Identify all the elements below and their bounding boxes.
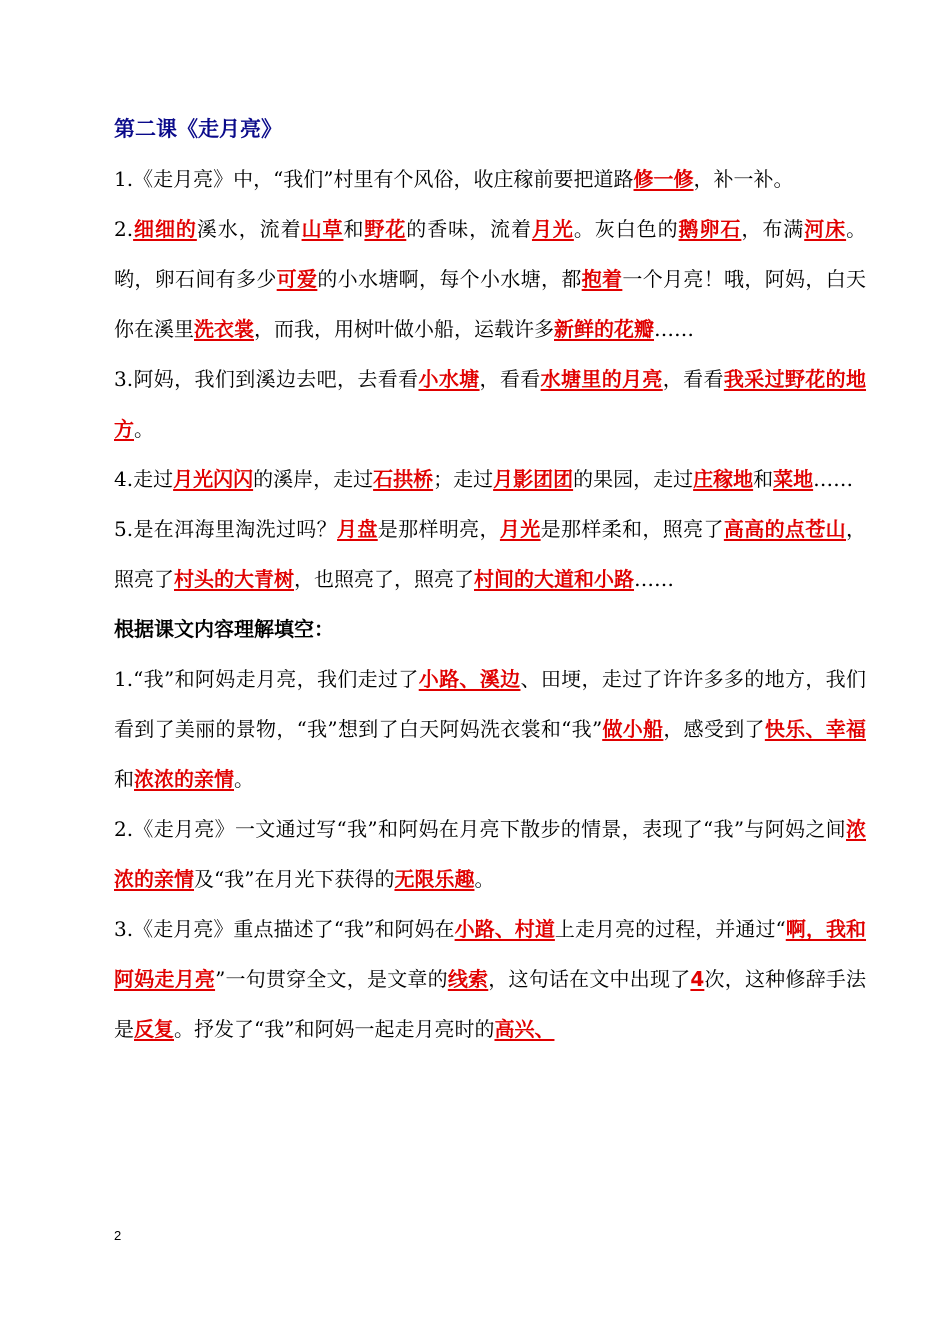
body-text: 是那样明亮， bbox=[377, 517, 500, 541]
body-text: 和 bbox=[114, 767, 134, 791]
answer-text: 无限乐趣 bbox=[394, 867, 475, 891]
body-text: 3.《走月亮》重点描述了“我”和阿妈在 bbox=[114, 917, 455, 941]
answer-text: 4 bbox=[690, 967, 705, 991]
body-text: ，看看 bbox=[479, 367, 541, 391]
fill-in-exercises bbox=[114, 654, 866, 1054]
body-text: 3.阿妈，我们到溪边去吧，去看看 bbox=[114, 367, 419, 391]
body-text: ，布满 bbox=[741, 217, 805, 241]
body-text: 和 bbox=[753, 467, 774, 491]
answer-text: 月盘 bbox=[337, 517, 378, 541]
answer-text: 做小船 bbox=[602, 717, 664, 741]
answer-text: 高兴、 bbox=[494, 1017, 555, 1041]
answer-text: 村间的大道和小路 bbox=[474, 567, 634, 591]
body-text: 及“我”在月光下获得的 bbox=[194, 867, 395, 891]
answer-text: 细细的 bbox=[133, 217, 197, 241]
body-text: 一个月亮！哦，阿妈，白天你在溪里 bbox=[114, 267, 867, 341]
body-text: …… bbox=[813, 467, 854, 491]
body-text: 1.《走月亮》中，“我们”村里有个风俗，收庄稼前要把道路 bbox=[114, 167, 634, 191]
excerpt-paragraph bbox=[114, 204, 866, 354]
answer-text: 月光 bbox=[499, 517, 541, 541]
answer-text: 反复 bbox=[134, 1017, 174, 1041]
answer-text: 水塘里的月亮 bbox=[540, 367, 663, 391]
body-text: 2. bbox=[114, 217, 134, 241]
answer-text: 村头的大青树 bbox=[174, 567, 294, 591]
answer-text: 可爱 bbox=[276, 267, 318, 291]
answer-text: 月光闪闪 bbox=[173, 467, 254, 491]
answer-text: 小水塘 bbox=[418, 367, 480, 391]
body-text: ”一句贯穿全文，是文章的 bbox=[215, 967, 448, 991]
excerpt-paragraph bbox=[114, 154, 866, 204]
answer-text: 洗衣裳 bbox=[194, 317, 254, 341]
body-text: 是那样柔和，照亮了 bbox=[540, 517, 724, 541]
answer-text: 月光 bbox=[531, 217, 574, 241]
body-text: …… bbox=[634, 567, 674, 591]
body-text: 4.走过 bbox=[114, 467, 174, 491]
body-text: 的果园，走过 bbox=[573, 467, 694, 491]
answer-text: 山草 bbox=[301, 217, 344, 241]
excerpt-paragraph bbox=[114, 504, 866, 604]
body-text: 。 bbox=[474, 867, 495, 891]
answer-text: 石拱桥 bbox=[373, 467, 434, 491]
answer-text: 鹅卵石 bbox=[678, 217, 742, 241]
answer-text: 我采过野花的地方 bbox=[114, 367, 867, 441]
answer-text: 浓浓的亲情 bbox=[134, 767, 234, 791]
answer-text: 野花 bbox=[364, 217, 407, 241]
section-heading: 根据课文内容理解填空： bbox=[114, 617, 334, 641]
body-text: 次，这种修辞手法是 bbox=[114, 967, 867, 1041]
excerpt-paragraph bbox=[114, 354, 866, 454]
excerpt-paragraph bbox=[114, 454, 866, 504]
answer-text: 小路、村道 bbox=[454, 917, 555, 941]
exercise-paragraph bbox=[114, 904, 866, 1054]
body-text: ，补一补。 bbox=[693, 167, 794, 191]
body-text: 5.是在洱海里淘洗过吗？ bbox=[114, 517, 338, 541]
answer-text: 小路、溪边 bbox=[418, 667, 521, 691]
body-text: ，也照亮了，照亮了 bbox=[294, 567, 474, 591]
body-text: 上走月亮的过程，并通过“ bbox=[554, 917, 786, 941]
body-text: ，感受到了 bbox=[663, 717, 765, 741]
exercise-paragraph bbox=[114, 804, 866, 904]
body-text: 。抒发了“我”和阿妈一起走月亮时的 bbox=[174, 1017, 495, 1041]
answer-text: 快乐、幸福 bbox=[764, 717, 867, 741]
body-text: 的小水塘啊，每个小水塘，都 bbox=[317, 267, 582, 291]
answer-text: 抱着 bbox=[581, 267, 623, 291]
body-text: 。哟，卵石间有多少 bbox=[114, 217, 867, 291]
body-text: 的香味，流着 bbox=[406, 217, 532, 241]
answer-text: 菜地 bbox=[773, 467, 814, 491]
answer-text: 线索 bbox=[447, 967, 489, 991]
body-text: ，这句话在文中出现了 bbox=[488, 967, 691, 991]
body-text: 。 bbox=[234, 767, 254, 791]
lesson-title: 第二课《走月亮》 bbox=[114, 117, 282, 141]
answer-text: 修一修 bbox=[633, 167, 694, 191]
body-text: ；走过 bbox=[433, 467, 494, 491]
body-text: 和 bbox=[343, 217, 365, 241]
text-excerpts bbox=[114, 154, 866, 604]
body-text: ，看看 bbox=[662, 367, 724, 391]
answer-text: 浓浓的亲情 bbox=[114, 817, 866, 891]
body-text: 1.“我”和阿妈走月亮，我们走过了 bbox=[114, 667, 419, 691]
document-content bbox=[114, 104, 866, 1054]
answer-text: 啊，我和阿妈走月亮 bbox=[114, 917, 867, 991]
answer-text: 河床 bbox=[804, 217, 847, 241]
body-text: 溪水，流着 bbox=[196, 217, 302, 241]
body-text: 。灰白色的 bbox=[573, 217, 679, 241]
body-text: 、田埂，走过了许许多多的地方，我们看到了美丽的景物，“我”想到了白天阿妈洗衣裳和“我” bbox=[114, 667, 867, 741]
body-text: 。 bbox=[134, 417, 154, 441]
answer-text: 高高的点苍山 bbox=[723, 517, 847, 541]
answer-text: 新鲜的花瓣 bbox=[554, 317, 654, 341]
answer-text: 月影团团 bbox=[493, 467, 574, 491]
body-text: 的溪岸，走过 bbox=[253, 467, 374, 491]
body-text: 2.《走月亮》一文通过写“我”和阿妈在月亮下散步的情景，表现了“我”与阿妈之间 bbox=[114, 817, 846, 841]
body-text: ，而我，用树叶做小船，运载许多 bbox=[254, 317, 554, 341]
answer-text: 庄稼地 bbox=[693, 467, 754, 491]
page-number: 2 bbox=[114, 1228, 122, 1243]
body-text: ，照亮了 bbox=[114, 517, 867, 591]
body-text: …… bbox=[654, 317, 694, 341]
exercise-paragraph bbox=[114, 654, 866, 804]
